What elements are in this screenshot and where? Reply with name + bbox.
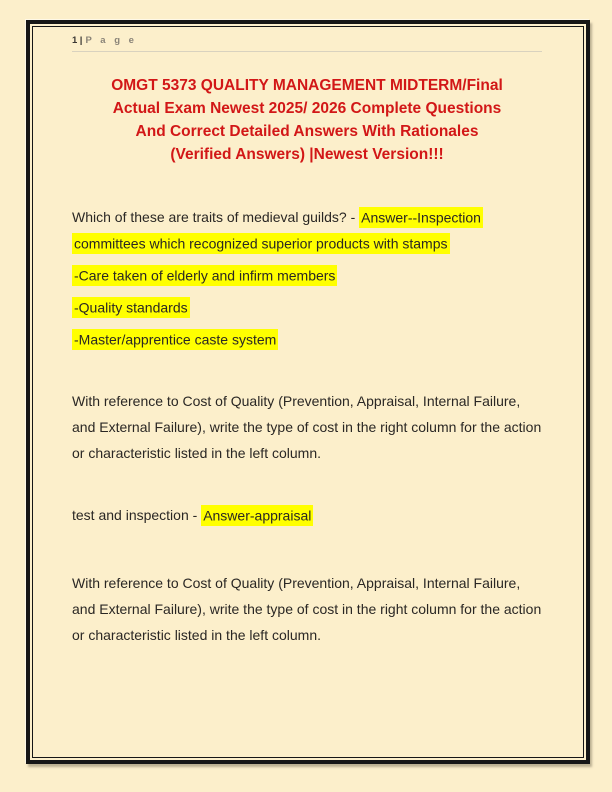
document-title (72, 74, 542, 166)
title-line-4: (Verified Answers) |Newest Version!!! (170, 146, 444, 163)
question-1-text: Which of these are traits of medieval guilds? - (72, 209, 360, 225)
question-2 (72, 502, 542, 528)
question-1 (72, 204, 542, 256)
page-header (72, 35, 542, 52)
question-1-option-3 (72, 326, 542, 352)
document-body (72, 204, 542, 648)
title-line-2: Actual Exam Newest 2025/ 2026 Complete Questions (112, 100, 502, 117)
question-1-answer-highlight: Answer--Inspection committees which recognized superior products with stamps (72, 207, 483, 254)
title-line-3: And Correct Detailed Answers With Rationales (135, 123, 479, 140)
question-1-option-1-highlight: -Care taken of elderly and infirm members (72, 265, 337, 286)
question-2-answer-highlight: Answer-appraisal (201, 505, 313, 526)
page-number: 1 (72, 35, 78, 46)
page-header-label: P a g e (85, 35, 137, 46)
page-number-separator: | (79, 35, 83, 46)
question-1-option-3-highlight: -Master/apprentice caste system (72, 329, 278, 350)
question-2-text: test and inspection - (72, 507, 202, 523)
cost-of-quality-instruction-repeat: With reference to Cost of Quality (Prevention, Appraisal, Internal Failure, and External Failure), write the type of cost in the right column for the action or characteristic listed in the left column. (72, 575, 542, 643)
question-1-option-2 (72, 294, 542, 320)
page-border-frame (26, 20, 590, 764)
question-1-option-2-highlight: -Quality standards (72, 297, 190, 318)
cost-of-quality-instruction: With reference to Cost of Quality (Prevention, Appraisal, Internal Failure, and External Failure), write the type of cost in the right column for the action or characteristic listed in the left column. (72, 393, 542, 461)
title-line-1: OMGT 5373 QUALITY MANAGEMENT MIDTERM/Final (111, 77, 503, 94)
question-1-option-1 (72, 262, 542, 288)
